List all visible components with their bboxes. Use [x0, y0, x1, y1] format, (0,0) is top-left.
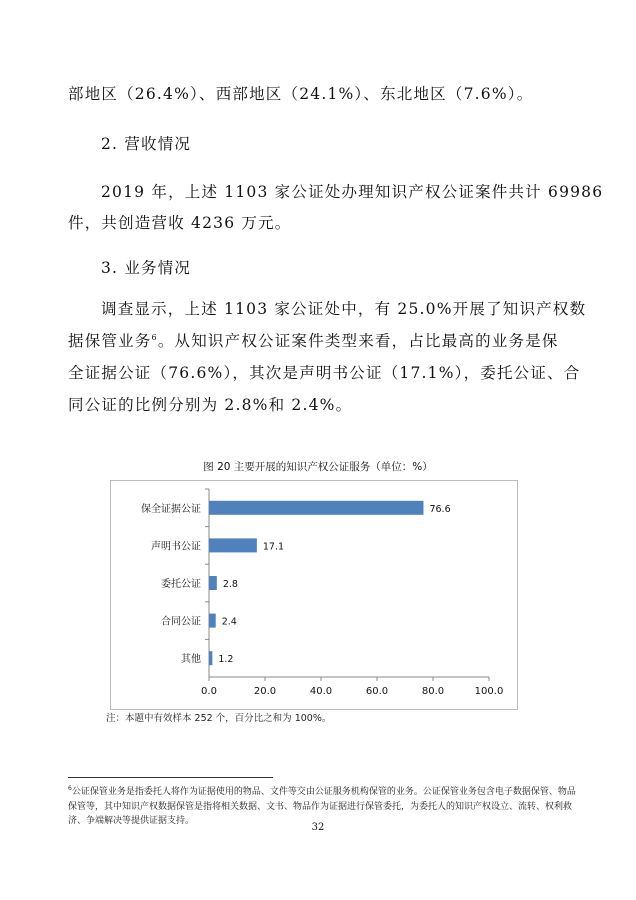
x-tick-label: 0.0 [201, 686, 217, 697]
paragraph-business-line2-post: 。从知识产权公证案件类型来看，占比最高的业务是保 [157, 332, 559, 350]
chart-note: 注：本题中有效样本 252 个，百分比之和为 100%。 [106, 713, 332, 724]
bar [209, 538, 257, 552]
x-tick-label: 80.0 [421, 686, 445, 697]
bar [209, 614, 216, 628]
paragraph-revenue-line1: 2019 年，上述 1103 家公证处办理知识产权公证案件共计 69986 [101, 183, 604, 201]
footnote-ref[interactable]: 6 [151, 332, 158, 342]
x-tick-label: 40.0 [309, 686, 333, 697]
paragraph-business-line2-pre: 据保管业务 [68, 332, 152, 350]
footnote-text: 公证保管业务是指委托人将作为证据使用的物品、文件等交由公证服务机构保管的业务。公证保管业务包含电子数据保管、物品保管等，其中知识产权数据保管是指将相关数据、文书、物品作为证据进行保管委托，为委托人的知识产权设立、流转、权利救济、争端解决等提供证据支持。 [68, 787, 576, 826]
footnote-rule [68, 777, 273, 778]
paragraph-business-line4: 同公证的比例分别为 2.8%和 2.4%。 [68, 396, 353, 414]
x-tick-label: 100.0 [474, 686, 504, 697]
bar [209, 651, 212, 665]
footnote-marker: 6 [68, 785, 72, 792]
category-label: 合同公证 [161, 616, 201, 628]
chart-frame [110, 480, 518, 710]
paragraph-business-line1: 调查显示，上述 1103 家公证处中，有 25.0%开展了知识产权数 [101, 300, 587, 318]
heading-revenue: 2. 营收情况 [101, 135, 192, 153]
category-label: 保全证据公证 [141, 503, 201, 515]
bar-value-label: 2.4 [221, 616, 237, 628]
category-label: 其他 [181, 654, 201, 666]
category-label: 声明书公证 [151, 541, 201, 553]
bar-value-label: 2.8 [222, 579, 238, 590]
bar-value-label: 17.1 [262, 541, 285, 553]
category-label: 委托公证 [161, 579, 201, 590]
heading-business: 3. 业务情况 [101, 259, 192, 277]
x-tick-label: 20.0 [253, 686, 277, 697]
bar-chart [111, 481, 519, 711]
x-tick-label: 60.0 [365, 686, 389, 697]
chart-title: 图 20 主要开展的知识产权公证服务（单位：%） [203, 461, 433, 473]
paragraph-business-line3: 全证据公证（76.6%），其次是声明书公证（17.1%），委托公证、合 [68, 364, 581, 382]
bar-value-label: 76.6 [429, 503, 451, 515]
paragraph-revenue-line2: 件，共创造营收 4236 万元。 [68, 214, 292, 232]
paragraph-business-line2 [68, 329, 559, 351]
page-number: 32 [311, 822, 325, 833]
paragraph-region-line: 部地区（26.4%）、西部地区（24.1%）、东北地区（7.6%）。 [68, 85, 534, 103]
bar [209, 576, 217, 590]
bar [209, 501, 423, 515]
bar-value-label: 1.2 [218, 654, 234, 666]
